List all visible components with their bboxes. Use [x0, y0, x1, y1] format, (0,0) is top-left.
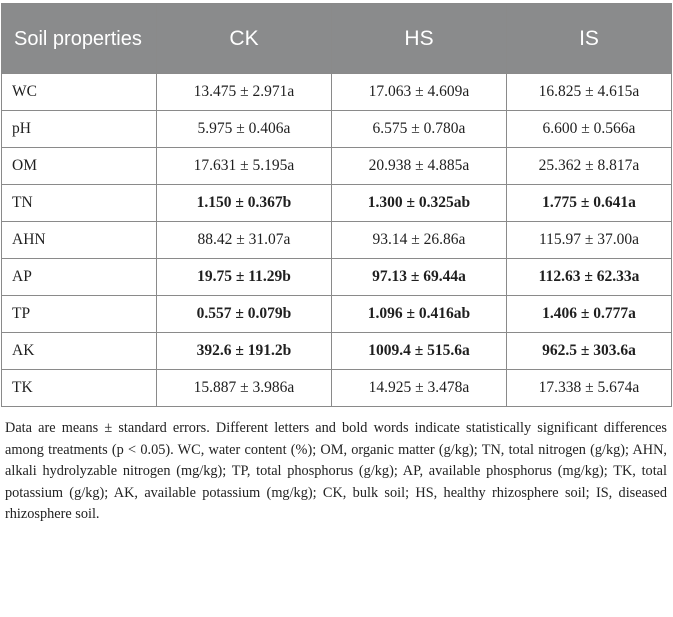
header-row: [2, 4, 672, 74]
cell-value: 6.575 ± 0.780a: [332, 111, 507, 148]
table-row: [2, 111, 672, 148]
row-label: OM: [2, 148, 157, 185]
soil-properties-table-container: [1, 3, 671, 526]
table-row: [2, 333, 672, 370]
table-row: [2, 296, 672, 333]
cell-value: 5.975 ± 0.406a: [157, 111, 332, 148]
cell-value: 17.631 ± 5.195a: [157, 148, 332, 185]
cell-value: 392.6 ± 191.2b: [157, 333, 332, 370]
table-row: [2, 370, 672, 407]
header-is: IS: [507, 4, 672, 74]
cell-value: 0.557 ± 0.079b: [157, 296, 332, 333]
table-row: [2, 74, 672, 111]
cell-value: 19.75 ± 11.29b: [157, 259, 332, 296]
soil-properties-table: [1, 3, 672, 407]
header-soil-properties: Soil properties: [2, 4, 157, 74]
row-label: TK: [2, 370, 157, 407]
cell-value: 6.600 ± 0.566a: [507, 111, 672, 148]
row-label: AK: [2, 333, 157, 370]
cell-value: 25.362 ± 8.817a: [507, 148, 672, 185]
cell-value: 1009.4 ± 515.6a: [332, 333, 507, 370]
cell-value: 17.338 ± 5.674a: [507, 370, 672, 407]
cell-value: 17.063 ± 4.609a: [332, 74, 507, 111]
cell-value: 1.406 ± 0.777a: [507, 296, 672, 333]
row-label: TN: [2, 185, 157, 222]
table-row: [2, 222, 672, 259]
header-hs: HS: [332, 4, 507, 74]
row-label: WC: [2, 74, 157, 111]
cell-value: 112.63 ± 62.33a: [507, 259, 672, 296]
cell-value: 115.97 ± 37.00a: [507, 222, 672, 259]
cell-value: 1.775 ± 0.641a: [507, 185, 672, 222]
row-label: pH: [2, 111, 157, 148]
table-row: [2, 185, 672, 222]
cell-value: 1.096 ± 0.416ab: [332, 296, 507, 333]
table-footnote: Data are means ± standard errors. Different letters and bold words indicate statistically significant differences among treatments (p < 0.05). WC, water content (%); OM, organic matter (g/kg); TN, total nitrogen (g/kg); AHN, alkali hydrolyzable nitrogen (mg/kg); TP, total phosphorus (g/kg); AP, available phosphorus (mg/kg); TK, total potassium (g/kg); AK, available potassium (mg/kg); CK, bulk soil; HS, healthy rhizosphere soil; IS, diseased rhizosphere soil.: [5, 420, 667, 522]
row-label: TP: [2, 296, 157, 333]
table-body: [2, 74, 672, 407]
cell-value: 1.150 ± 0.367b: [157, 185, 332, 222]
cell-value: 962.5 ± 303.6a: [507, 333, 672, 370]
table-row: [2, 259, 672, 296]
cell-value: 97.13 ± 69.44a: [332, 259, 507, 296]
row-label: AP: [2, 259, 157, 296]
cell-value: 1.300 ± 0.325ab: [332, 185, 507, 222]
table-row: [2, 148, 672, 185]
cell-value: 15.887 ± 3.986a: [157, 370, 332, 407]
header-ck: CK: [157, 4, 332, 74]
cell-value: 93.14 ± 26.86a: [332, 222, 507, 259]
cell-value: 20.938 ± 4.885a: [332, 148, 507, 185]
row-label: AHN: [2, 222, 157, 259]
cell-value: 14.925 ± 3.478a: [332, 370, 507, 407]
cell-value: 88.42 ± 31.07a: [157, 222, 332, 259]
cell-value: 16.825 ± 4.615a: [507, 74, 672, 111]
cell-value: 13.475 ± 2.971a: [157, 74, 332, 111]
